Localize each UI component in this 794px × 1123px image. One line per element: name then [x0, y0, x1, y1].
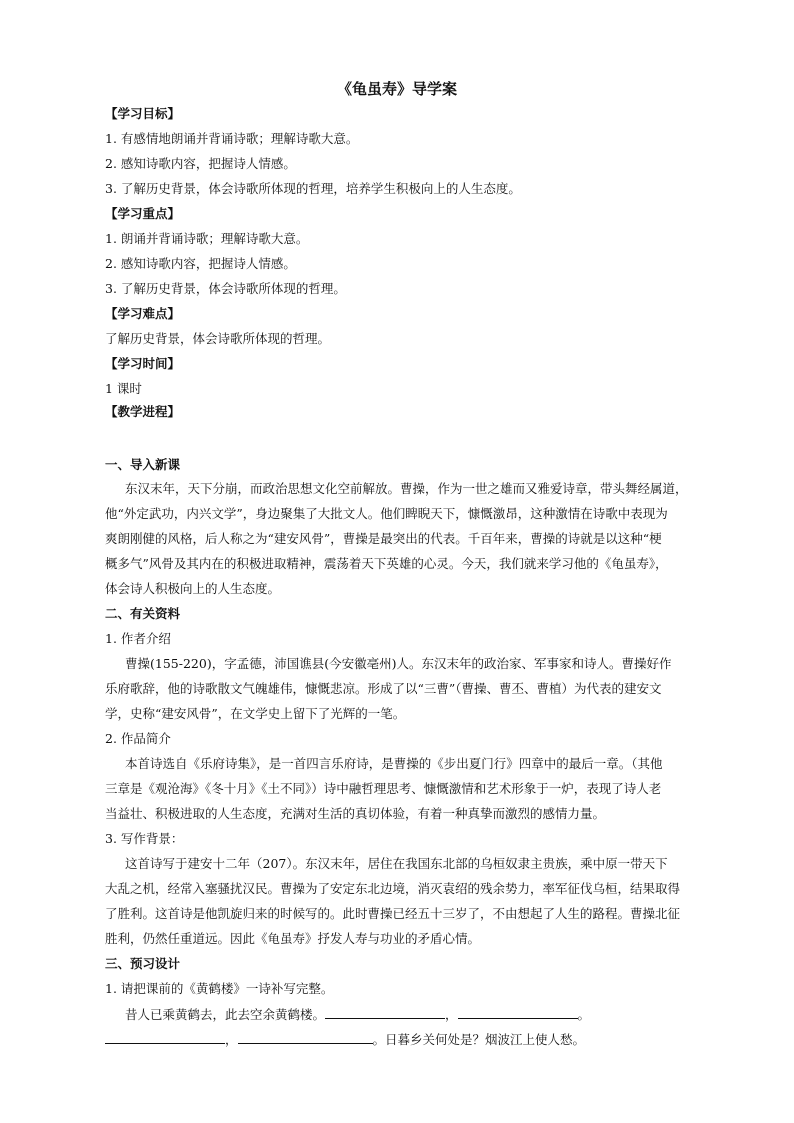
intro-line: 体会诗人积极向上的人生态度。: [105, 581, 281, 596]
key-point-item: 2. 感知诗歌内容，把握诗人情感。: [105, 256, 296, 271]
key-point-item: 3. 了解历史背景，体会诗歌所体现的哲理。: [105, 281, 346, 296]
page-title: 《龟虽寿》导学案: [336, 80, 457, 98]
objective-item: 2. 感知诗歌内容，把握诗人情感。: [105, 156, 296, 171]
time-text: 1 课时: [105, 381, 142, 396]
work-line: 三章是《观沧海》《冬十月》《土不同》）诗中融哲理思考、慷慨激情和艺术形象于一炉，表现了诗人老: [105, 781, 662, 796]
answer-blank[interactable]: [238, 1031, 373, 1044]
intro-line: 爽朗刚健的风格，后人称之为“建安风骨”，曹操是最突出的代表。千百年来，曹操的诗就是以这种“梗: [105, 531, 662, 546]
author-line: 曹操(155-220)，字孟德，沛国谯县(今安徽亳州)人。东汉末年的政治家、军事家和诗人。曹操好作: [125, 656, 672, 671]
work-line: 本首诗选自《乐府诗集》，是一首四言乐府诗，是曹操的《步出夏门行》四章中的最后一章。（其他: [125, 756, 663, 771]
answer-blank[interactable]: [458, 1006, 578, 1019]
key-point-item: 1. 朗诵并背诵诗歌；理解诗歌大意。: [105, 231, 309, 246]
author-heading: 1. 作者介绍: [105, 631, 171, 646]
comma: ，: [445, 1007, 458, 1022]
background-line: 这首诗写于建安十二年（207）。东汉末年，居住在我国东北部的乌桓奴隶主贵族，乘中原一带天下: [125, 856, 668, 871]
work-heading: 2. 作品简介: [105, 731, 171, 746]
answer-blank[interactable]: [105, 1031, 225, 1044]
intro-heading: 一、导入新课: [105, 457, 181, 472]
background-line: 了胜利。这首诗是他凯旋归来的时候写的。此时曹操已经五十三岁了，不由想起了人生的路程。曹操北征: [105, 906, 681, 921]
period: 。: [577, 1007, 591, 1022]
poem-line-2-end: 日暮乡关何处是？烟波江上使人愁。: [385, 1032, 586, 1047]
difficulties-heading: 【学习难点】: [105, 306, 181, 321]
objectives-heading: 【学习目标】: [105, 106, 181, 121]
difficulties-text: 了解历史背景，体会诗歌所体现的哲理。: [105, 331, 331, 346]
author-line: 乐府歌辞，他的诗歌散文气魄雄伟，慷慨悲凉。形成了以“三曹”（曹操、曹丕、曹植）为代表的建安文: [105, 681, 662, 696]
intro-line: 他“外定武功，内兴文学”，身边聚集了大批文人。他们睥睨天下，慷慨激昂，这种激情在诗歌中表现为: [105, 506, 668, 521]
comma: ，: [225, 1032, 238, 1047]
materials-heading: 二、有关资料: [105, 606, 181, 621]
poem-line-1: 昔人已乘黄鹤去，此去空余黄鹤楼。: [125, 1007, 326, 1022]
poem-fill-line-1: [125, 1006, 590, 1023]
intro-line: 东汉末年，天下分崩，而政治思想文化空前解放。曹操，作为一世之雄而又雅爱诗章，带头舞经属道，: [125, 481, 688, 496]
work-line: 当益壮、积极进取的人生态度，充满对生活的真切体验，有着一种真挚而激烈的感情力量。: [105, 806, 606, 821]
preview-question: 1. 请把课前的《黄鹤楼》一诗补写完整。: [105, 981, 334, 996]
process-heading: 【教学进程】: [105, 404, 181, 419]
period: 。: [372, 1032, 386, 1047]
preview-heading: 三、预习设计: [105, 956, 181, 971]
objective-item: 1. 有感情地朗诵并背诵诗歌；理解诗歌大意。: [105, 131, 359, 146]
background-heading: 3. 写作背景：: [105, 831, 184, 846]
background-line: 胜利，仍然任重道远。因此《龟虽寿》抒发人寿与功业的矛盾心情。: [105, 931, 481, 946]
answer-blank[interactable]: [325, 1006, 445, 1019]
background-line: 大乱之机，经常入塞骚扰汉民。曹操为了安定东北边境，消灭袁绍的残余势力，率军征伐乌桓，结果取得: [105, 881, 681, 896]
intro-line: 概多气”风骨及其内在的积极进取精神，震荡着天下英雄的心灵。今天，我们就来学习他的《龟虽寿》，: [105, 556, 668, 571]
objective-item: 3. 了解历史背景，体会诗歌所体现的哲理，培养学生积极向上的人生态度。: [105, 181, 521, 196]
author-line: 学，史称“建安风骨”，在文学史上留下了光辉的一笔。: [105, 706, 406, 721]
poem-fill-line-2: [105, 1031, 585, 1048]
time-heading: 【学习时间】: [105, 356, 181, 371]
key-points-heading: 【学习重点】: [105, 206, 181, 221]
